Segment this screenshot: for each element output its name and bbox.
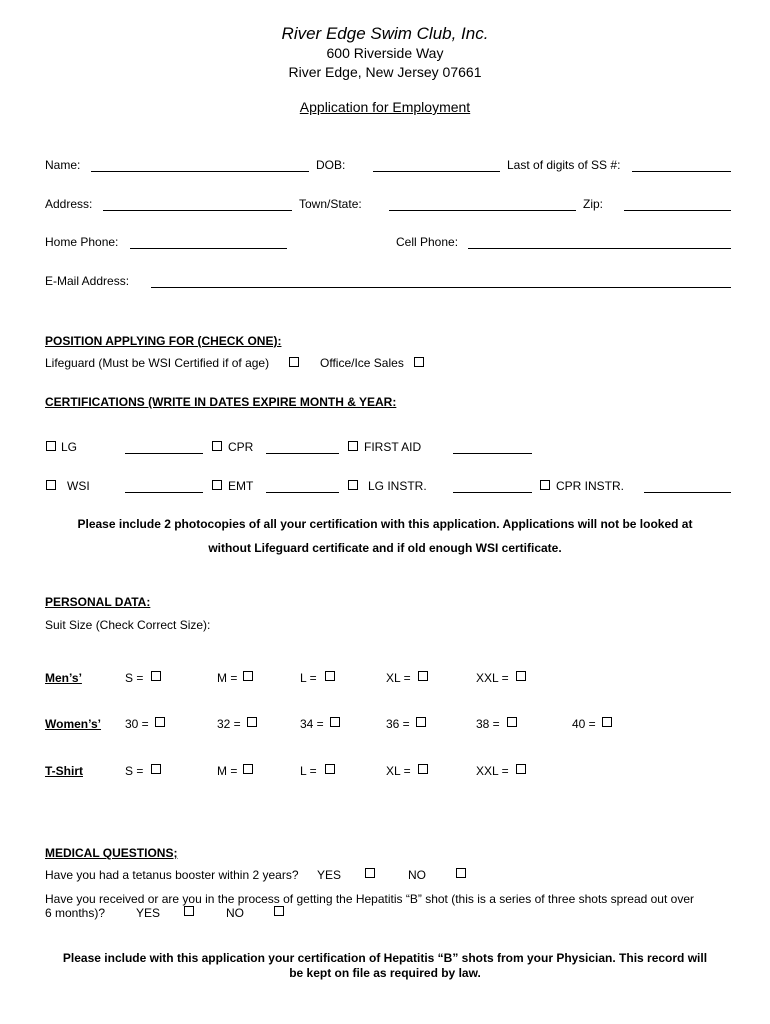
womens-36-checkbox[interactable] [416,717,426,727]
lg-instr-date-field[interactable] [453,492,532,493]
lifeguard-label: Lifeguard (Must be WSI Certified if of age) [45,356,270,370]
medical-heading: MEDICAL QUESTIONS; [45,846,178,860]
org-name: River Edge Swim Club, Inc. [281,24,489,43]
name-label: Name: [45,158,81,172]
dob-label: DOB: [316,158,346,172]
tetanus-no-label: NO [408,868,426,882]
lifeguard-checkbox[interactable] [289,357,299,367]
zip-field[interactable] [624,210,731,211]
lg-instr-label: LG INSTR. [368,479,427,493]
position-heading: POSITION APPLYING FOR (CHECK ONE): [45,334,282,348]
hepatitis-note-line1: Please include with this application your certification of Hepatitis “B” shots from your Physician. This record will [62,951,708,965]
office-label: Office/Ice Sales [320,356,404,370]
cell-phone-field[interactable] [468,248,731,249]
zip-label: Zip: [583,197,604,211]
mens-s-checkbox[interactable] [151,671,161,681]
ss-label: Last of digits of SS #: [507,158,621,172]
town-state-label: Town/State: [299,197,362,211]
certification-note-line1: Please include 2 photocopies of all your certification with this application. Applications will not be looked at [77,517,693,531]
town-state-field[interactable] [389,210,576,211]
tetanus-question: Have you had a tetanus booster within 2 years? [45,868,299,882]
office-checkbox[interactable] [414,357,424,367]
tshirt-label: T-Shirt [45,764,83,778]
emt-checkbox[interactable] [212,480,222,490]
mens-xxl-label: XXL = [476,671,509,685]
mens-xl-label: XL = [386,671,411,685]
ss-field[interactable] [632,171,731,172]
personal-data-heading: PERSONAL DATA: [45,595,151,609]
mens-s-label: S = [125,671,144,685]
wsi-date-field[interactable] [125,492,203,493]
cpr-label: CPR [228,440,254,454]
tshirt-xl-label: XL = [386,764,411,778]
hepatitis-no-label: NO [226,906,244,920]
wsi-label: WSI [67,479,90,493]
hepatitis-question-line2: 6 months)? [45,906,106,920]
org-city: River Edge, New Jersey 07661 [288,64,482,80]
cpr-checkbox[interactable] [212,441,222,451]
mens-l-label: L = [300,671,317,685]
hepatitis-question-line1: Have you received or are you in the process of getting the Hepatitis “B” shot (this is a series of three shots spread out over [45,892,694,906]
email-label: E-Mail Address: [45,274,130,288]
tshirt-xxl-label: XXL = [476,764,509,778]
tshirt-l-checkbox[interactable] [325,764,335,774]
tetanus-yes-checkbox[interactable] [365,868,375,878]
mens-m-checkbox[interactable] [243,671,253,681]
womens-30-checkbox[interactable] [155,717,165,727]
womens-38-checkbox[interactable] [507,717,517,727]
certification-note-line2: without Lifeguard certificate and if old enough WSI certificate. [208,541,562,555]
cpr-instr-date-field[interactable] [644,492,731,493]
first-aid-checkbox[interactable] [348,441,358,451]
name-field[interactable] [91,171,309,172]
tshirt-s-checkbox[interactable] [151,764,161,774]
cell-phone-label: Cell Phone: [396,235,459,249]
womens-40-label: 40 = [572,717,596,731]
wsi-checkbox[interactable] [46,480,56,490]
lg-date-field[interactable] [125,453,203,454]
hepatitis-yes-label: YES [136,906,161,920]
womens-38-label: 38 = [476,717,500,731]
form-title: Application for Employment [299,99,471,115]
womens-32-checkbox[interactable] [247,717,257,727]
org-street: 600 Riverside Way [326,45,444,61]
home-phone-label: Home Phone: [45,235,119,249]
tetanus-yes-label: YES [317,868,342,882]
tshirt-xl-checkbox[interactable] [418,764,428,774]
womens-34-label: 34 = [300,717,324,731]
cpr-instr-label: CPR INSTR. [556,479,625,493]
tshirt-xxl-checkbox[interactable] [516,764,526,774]
lg-label: LG [61,440,78,454]
mens-m-label: M = [217,671,238,685]
first-aid-label: FIRST AID [364,440,422,454]
womens-32-label: 32 = [217,717,241,731]
dob-field[interactable] [373,171,500,172]
womens-30-label: 30 = [125,717,149,731]
home-phone-field[interactable] [130,248,287,249]
hepatitis-yes-checkbox[interactable] [184,906,194,916]
tshirt-m-label: M = [217,764,238,778]
womens-34-checkbox[interactable] [330,717,340,727]
address-label: Address: [45,197,93,211]
lg-checkbox[interactable] [46,441,56,451]
cpr-instr-checkbox[interactable] [540,480,550,490]
suit-size-label: Suit Size (Check Correct Size): [45,618,211,632]
lg-instr-checkbox[interactable] [348,480,358,490]
tshirt-m-checkbox[interactable] [243,764,253,774]
mens-xxl-checkbox[interactable] [516,671,526,681]
tshirt-l-label: L = [300,764,317,778]
hepatitis-no-checkbox[interactable] [274,906,284,916]
womens-36-label: 36 = [386,717,410,731]
mens-l-checkbox[interactable] [325,671,335,681]
womens-label: Women’s’ [45,717,102,731]
tetanus-no-checkbox[interactable] [456,868,466,878]
cpr-date-field[interactable] [266,453,339,454]
tshirt-s-label: S = [125,764,144,778]
mens-xl-checkbox[interactable] [418,671,428,681]
emt-label: EMT [228,479,254,493]
mens-label: Men’s’ [45,671,82,685]
address-field[interactable] [103,210,292,211]
email-field[interactable] [151,287,731,288]
first-aid-date-field[interactable] [453,453,532,454]
certifications-heading: CERTIFICATIONS (WRITE IN DATES EXPIRE MONTH & YEAR: [45,395,397,409]
emt-date-field[interactable] [266,492,339,493]
womens-40-checkbox[interactable] [602,717,612,727]
hepatitis-note-line2: be kept on file as required by law. [289,966,481,980]
